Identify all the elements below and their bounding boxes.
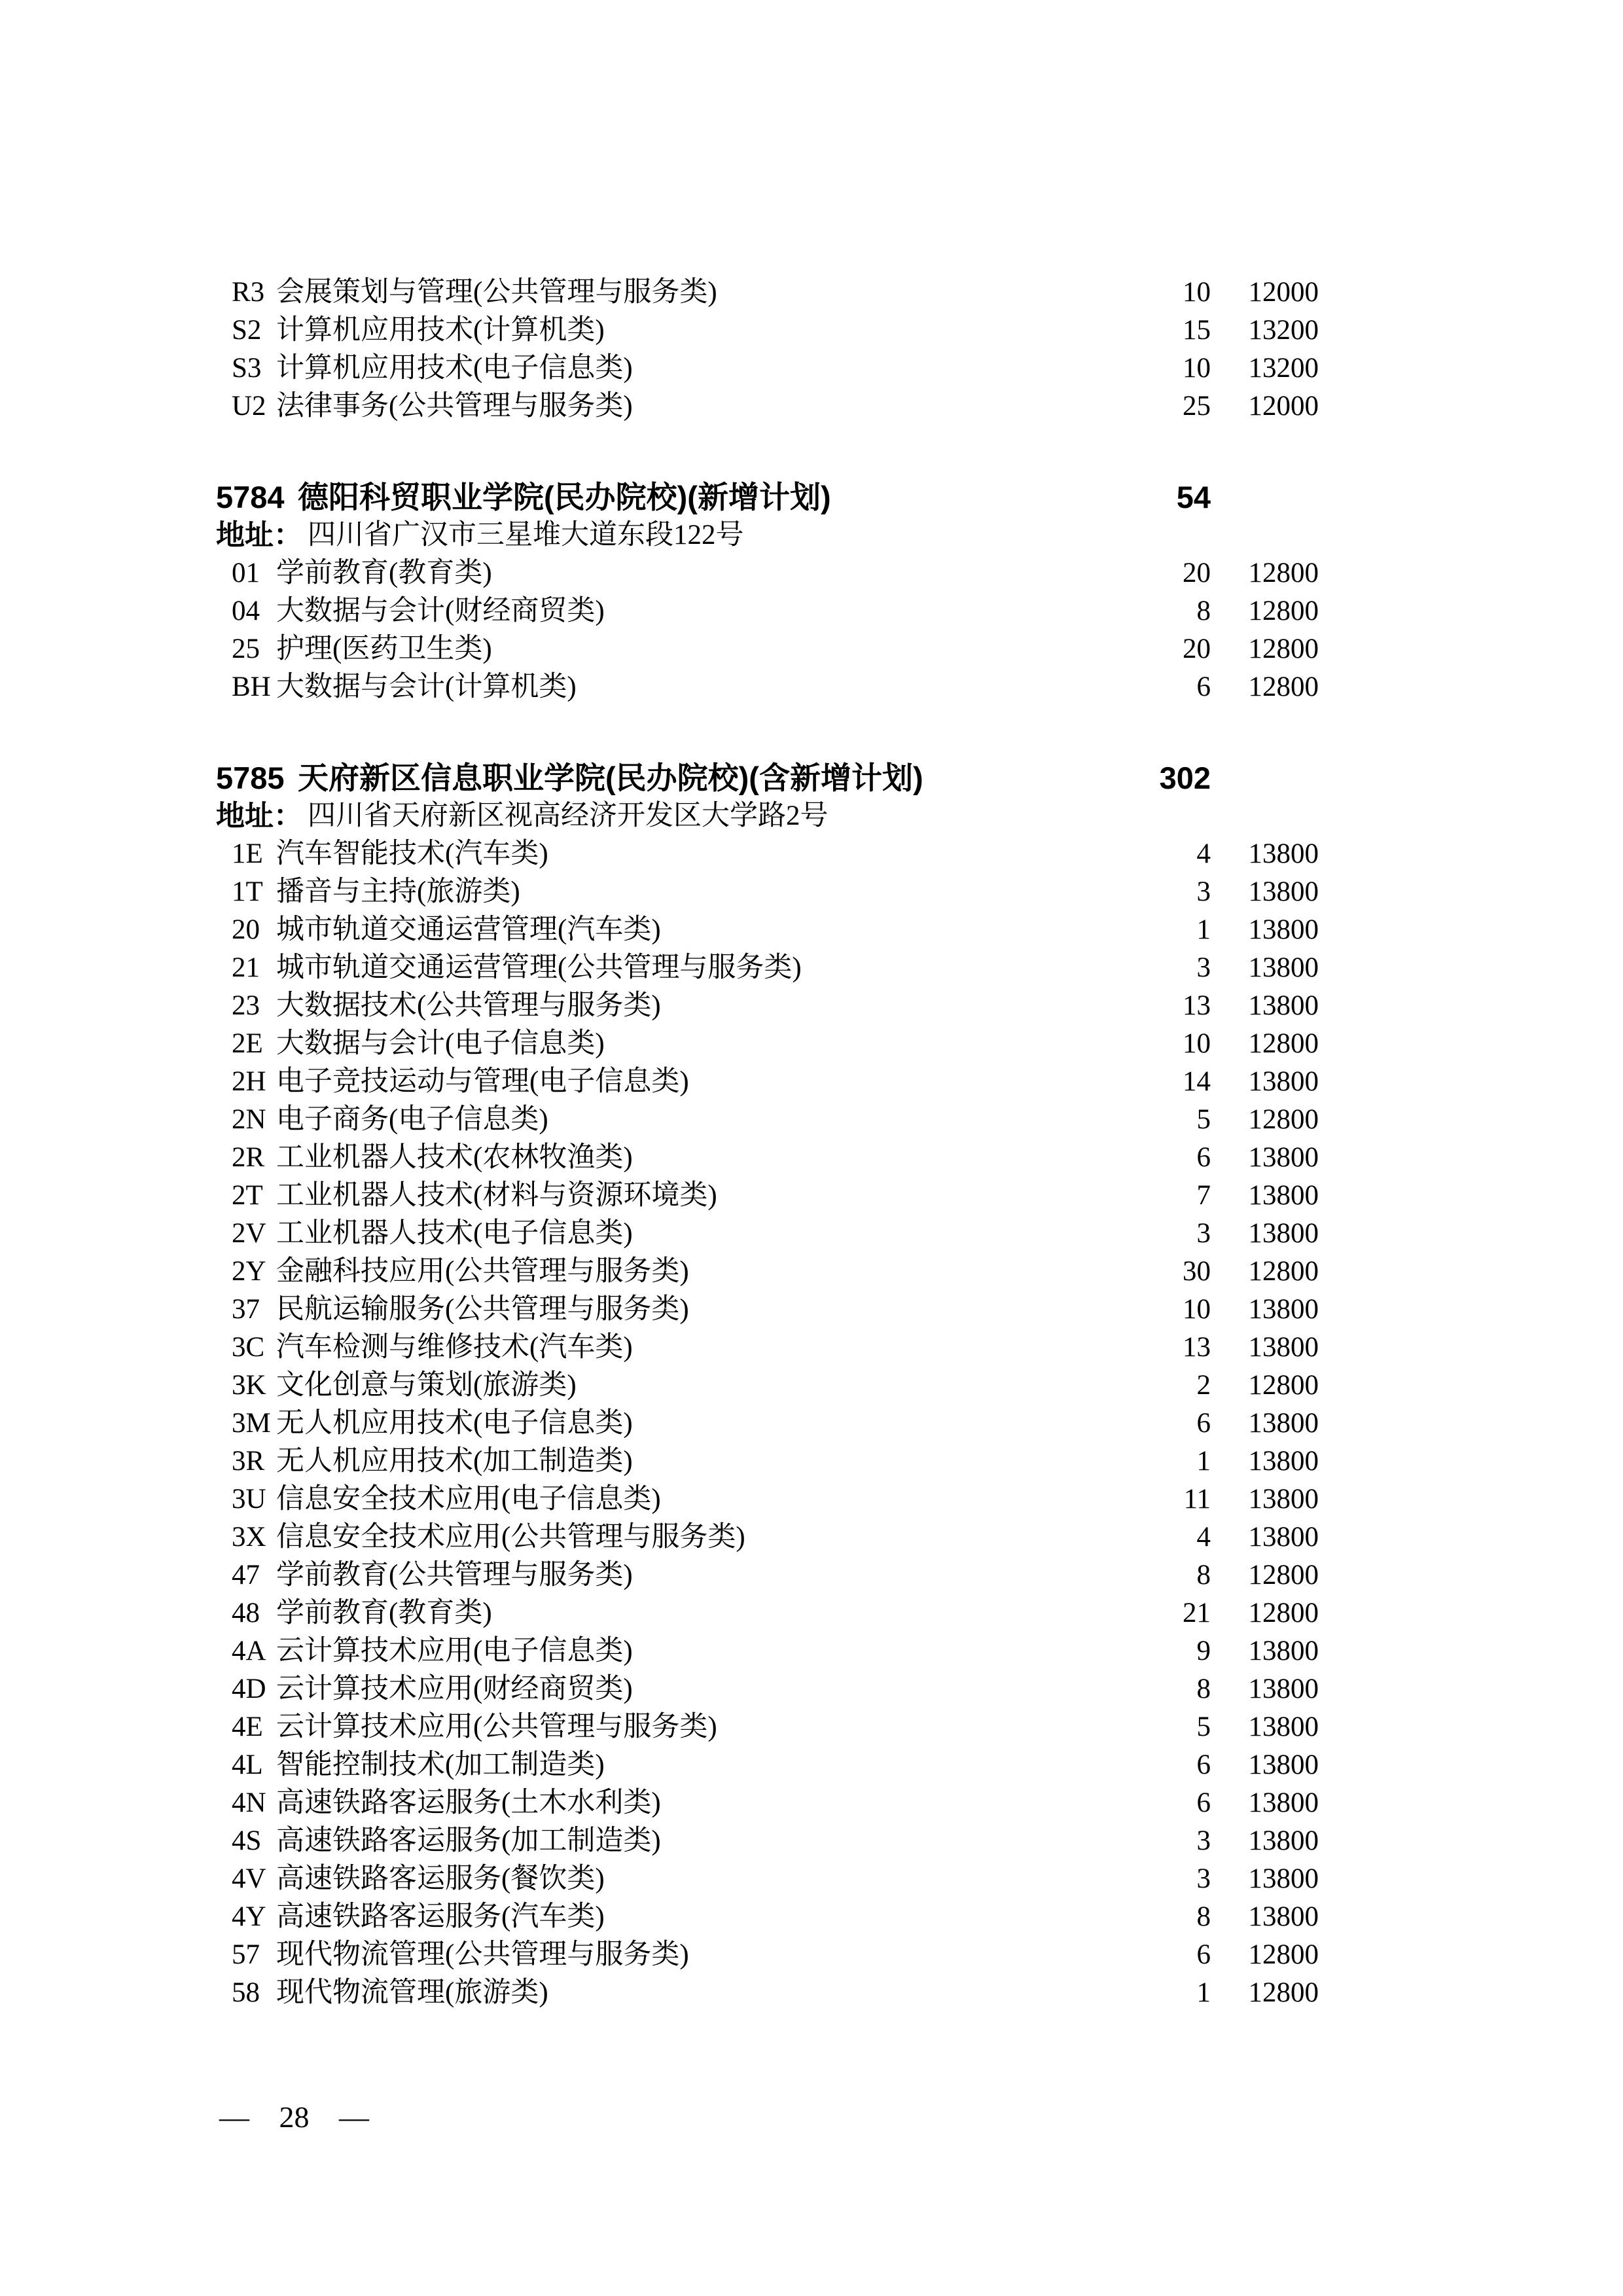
program-fee: 12800 xyxy=(1248,634,1319,664)
program-name: 智能控制技术(加工制造类) xyxy=(276,1749,605,1780)
program-code: 2E xyxy=(232,1028,263,1059)
program-fee: 13800 xyxy=(1248,1825,1319,1856)
program-quota: 7 xyxy=(1196,1180,1211,1211)
program-fee: 12800 xyxy=(1248,672,1319,702)
program-code: 2T xyxy=(232,1180,263,1211)
program-row xyxy=(0,1291,1623,1329)
program-quota: 3 xyxy=(1196,1218,1211,1249)
program-name: 计算机应用技术(计算机类) xyxy=(276,315,605,346)
program-name: 工业机器人技术(电子信息类) xyxy=(276,1218,633,1249)
program-name: 计算机应用技术(电子信息类) xyxy=(276,353,633,384)
footer-page-number: 28 xyxy=(279,2100,310,2134)
program-fee: 12800 xyxy=(1248,1104,1319,1135)
program-code: R3 xyxy=(232,277,265,308)
program-fee: 13200 xyxy=(1248,315,1319,346)
program-fee: 13800 xyxy=(1248,1218,1319,1249)
program-quota: 10 xyxy=(1183,277,1211,308)
program-fee: 13800 xyxy=(1248,1863,1319,1894)
program-name: 民航运输服务(公共管理与服务类) xyxy=(276,1294,689,1325)
program-code: 04 xyxy=(232,596,260,626)
program-quota: 6 xyxy=(1196,1142,1211,1173)
program-row xyxy=(0,1594,1623,1632)
program-code: 37 xyxy=(232,1294,260,1325)
program-row xyxy=(0,949,1623,987)
program-name: 无人机应用技术(电子信息类) xyxy=(276,1408,633,1439)
program-name: 城市轨道交通运营管理(汽车类) xyxy=(276,914,661,945)
program-fee: 13800 xyxy=(1248,838,1319,869)
program-code: 4D xyxy=(232,1674,266,1704)
program-name: 电子商务(电子信息类) xyxy=(276,1104,548,1135)
program-name: 高速铁路客运服务(汽车类) xyxy=(276,1901,605,1932)
program-quota: 3 xyxy=(1196,1825,1211,1856)
program-code: 48 xyxy=(232,1598,260,1628)
program-quota: 8 xyxy=(1196,1901,1211,1932)
program-name: 现代物流管理(旅游类) xyxy=(276,1977,548,2008)
program-quota: 9 xyxy=(1196,1636,1211,1666)
program-fee: 13800 xyxy=(1248,1484,1319,1515)
program-row xyxy=(0,274,1623,312)
program-fee: 13800 xyxy=(1248,1408,1319,1439)
program-row xyxy=(0,350,1623,387)
program-row xyxy=(0,1746,1623,1784)
program-quota: 8 xyxy=(1196,596,1211,626)
program-quota: 6 xyxy=(1196,1939,1211,1970)
program-fee: 13800 xyxy=(1248,1749,1319,1780)
program-row xyxy=(0,1025,1623,1063)
program-name: 大数据与会计(电子信息类) xyxy=(276,1028,605,1059)
program-quota: 10 xyxy=(1183,353,1211,384)
program-row xyxy=(0,1101,1623,1139)
program-fee: 13800 xyxy=(1248,1522,1319,1552)
program-name: 文化创意与策划(旅游类) xyxy=(276,1370,577,1401)
program-code: 57 xyxy=(232,1939,260,1970)
program-name: 工业机器人技术(农林牧渔类) xyxy=(276,1142,633,1173)
program-code: 4S xyxy=(232,1825,262,1856)
program-row xyxy=(0,1556,1623,1594)
program-fee: 12000 xyxy=(1248,277,1319,308)
program-quota: 20 xyxy=(1183,558,1211,588)
program-name: 高速铁路客运服务(餐饮类) xyxy=(276,1863,605,1894)
continuation-program-rows xyxy=(0,274,1623,425)
program-row xyxy=(0,1367,1623,1405)
footer-dash-right: — xyxy=(339,2100,369,2134)
program-code: 2H xyxy=(232,1066,266,1097)
program-code: 47 xyxy=(232,1560,260,1590)
program-quota: 3 xyxy=(1196,876,1211,907)
address-value: 四川省广汉市三星堆大道东段122号 xyxy=(308,520,744,550)
program-row xyxy=(0,1632,1623,1670)
program-fee: 12800 xyxy=(1248,596,1319,626)
program-row xyxy=(0,987,1623,1025)
program-row xyxy=(0,1670,1623,1708)
program-code: 2N xyxy=(232,1104,266,1135)
program-quota: 6 xyxy=(1196,672,1211,702)
program-code: 4V xyxy=(232,1863,266,1894)
program-fee: 13800 xyxy=(1248,952,1319,983)
program-code: 3C xyxy=(232,1332,265,1363)
institution-header xyxy=(0,759,1623,797)
program-name: 学前教育(公共管理与服务类) xyxy=(276,1560,633,1590)
program-fee: 13800 xyxy=(1248,876,1319,907)
program-name: 汽车智能技术(汽车类) xyxy=(276,838,548,869)
program-quota: 5 xyxy=(1196,1712,1211,1742)
institution-address-line xyxy=(0,516,1623,554)
program-code: 21 xyxy=(232,952,260,983)
program-name: 电子竞技运动与管理(电子信息类) xyxy=(276,1066,689,1097)
program-row xyxy=(0,312,1623,350)
institution-name: 德阳科贸职业学院(民办院校)(新增计划) xyxy=(298,480,831,514)
program-name: 高速铁路客运服务(加工制造类) xyxy=(276,1825,661,1856)
program-row xyxy=(0,1784,1623,1822)
program-row xyxy=(0,1215,1623,1253)
program-quota: 10 xyxy=(1183,1028,1211,1059)
program-fee: 13800 xyxy=(1248,1294,1319,1325)
program-name: 城市轨道交通运营管理(公共管理与服务类) xyxy=(276,952,802,983)
program-name: 大数据技术(公共管理与服务类) xyxy=(276,990,661,1021)
program-code: 4Y xyxy=(232,1901,266,1932)
program-fee: 12800 xyxy=(1248,1598,1319,1628)
program-fee: 13800 xyxy=(1248,1787,1319,1818)
program-row xyxy=(0,1063,1623,1101)
program-quota: 5 xyxy=(1196,1104,1211,1135)
program-fee: 13200 xyxy=(1248,353,1319,384)
program-row xyxy=(0,1860,1623,1898)
program-name: 无人机应用技术(加工制造类) xyxy=(276,1446,633,1477)
program-quota: 8 xyxy=(1196,1560,1211,1590)
program-name: 法律事务(公共管理与服务类) xyxy=(276,391,633,422)
institution-header xyxy=(0,478,1623,516)
program-row xyxy=(0,1898,1623,1936)
program-quota: 14 xyxy=(1183,1066,1211,1097)
program-fee: 12800 xyxy=(1248,1939,1319,1970)
program-fee: 13800 xyxy=(1248,1332,1319,1363)
address-label: 地址： xyxy=(216,519,302,551)
program-row xyxy=(0,1405,1623,1443)
program-row xyxy=(0,387,1623,425)
program-fee: 13800 xyxy=(1248,1446,1319,1477)
program-quota: 30 xyxy=(1183,1256,1211,1287)
program-quota: 6 xyxy=(1196,1408,1211,1439)
program-quota: 15 xyxy=(1183,315,1211,346)
program-code: 2R xyxy=(232,1142,265,1173)
program-code: 1T xyxy=(232,876,263,907)
program-quota: 3 xyxy=(1196,1863,1211,1894)
program-code: 4E xyxy=(232,1712,263,1742)
program-fee: 13800 xyxy=(1248,1142,1319,1173)
program-name: 信息安全技术应用(电子信息类) xyxy=(276,1484,661,1515)
program-code: S3 xyxy=(232,353,262,384)
program-quota: 4 xyxy=(1196,838,1211,869)
program-name: 播音与主持(旅游类) xyxy=(276,876,520,907)
program-fee: 12800 xyxy=(1248,558,1319,588)
program-code: 3R xyxy=(232,1446,265,1477)
program-name: 高速铁路客运服务(土木水利类) xyxy=(276,1787,661,1818)
program-code: 3M xyxy=(232,1408,271,1439)
program-row xyxy=(0,1936,1623,1974)
program-quota: 3 xyxy=(1196,952,1211,983)
institution-name: 天府新区信息职业学院(民办院校)(含新增计划) xyxy=(298,761,923,795)
program-quota: 11 xyxy=(1183,1484,1211,1515)
program-fee: 13800 xyxy=(1248,1180,1319,1211)
program-row xyxy=(0,1329,1623,1367)
program-quota: 1 xyxy=(1196,914,1211,945)
program-name: 会展策划与管理(公共管理与服务类) xyxy=(276,277,717,308)
program-code: U2 xyxy=(232,391,266,422)
institution-address-line xyxy=(0,797,1623,835)
program-fee: 12800 xyxy=(1248,1028,1319,1059)
program-row xyxy=(0,1974,1623,2012)
institution-section xyxy=(0,759,1623,2012)
program-fee: 13800 xyxy=(1248,914,1319,945)
program-code: 1E xyxy=(232,838,263,869)
program-name: 金融科技应用(公共管理与服务类) xyxy=(276,1256,689,1287)
program-quota: 21 xyxy=(1183,1598,1211,1628)
program-quota: 13 xyxy=(1183,990,1211,1021)
program-quota: 1 xyxy=(1196,1446,1211,1477)
program-code: 3U xyxy=(232,1484,266,1515)
program-quota: 8 xyxy=(1196,1674,1211,1704)
program-row xyxy=(0,1480,1623,1518)
page-footer xyxy=(219,2098,369,2137)
program-quota: 20 xyxy=(1183,634,1211,664)
program-name: 工业机器人技术(材料与资源环境类) xyxy=(276,1180,717,1211)
program-code: 58 xyxy=(232,1977,260,2008)
program-fee: 13800 xyxy=(1248,1636,1319,1666)
program-quota: 2 xyxy=(1196,1370,1211,1401)
program-quota: 6 xyxy=(1196,1749,1211,1780)
program-row xyxy=(0,630,1623,668)
program-name: 汽车检测与维修技术(汽车类) xyxy=(276,1332,633,1363)
program-quota: 4 xyxy=(1196,1522,1211,1552)
program-name: 学前教育(教育类) xyxy=(276,558,492,588)
program-code: BH xyxy=(232,672,271,702)
program-fee: 12000 xyxy=(1248,391,1319,422)
program-name: 云计算技术应用(财经商贸类) xyxy=(276,1674,633,1704)
program-row xyxy=(0,1253,1623,1291)
program-fee: 12800 xyxy=(1248,1977,1319,2008)
program-row xyxy=(0,873,1623,911)
program-row xyxy=(0,911,1623,949)
program-code: 2V xyxy=(232,1218,266,1249)
program-row xyxy=(0,1518,1623,1556)
program-code: 2Y xyxy=(232,1256,266,1287)
program-fee: 12800 xyxy=(1248,1256,1319,1287)
program-row xyxy=(0,1177,1623,1215)
program-quota: 25 xyxy=(1183,391,1211,422)
institution-sections xyxy=(0,478,1623,2012)
program-fee: 13800 xyxy=(1248,1901,1319,1932)
program-code: 4A xyxy=(232,1636,266,1666)
address-label: 地址： xyxy=(216,800,302,832)
program-quota: 10 xyxy=(1183,1294,1211,1325)
program-code: 25 xyxy=(232,634,260,664)
program-fee: 13800 xyxy=(1248,990,1319,1021)
program-code: 01 xyxy=(232,558,260,588)
program-fee: 12800 xyxy=(1248,1370,1319,1401)
program-row xyxy=(0,1822,1623,1860)
institution-code: 5784 xyxy=(216,480,285,514)
program-quota: 6 xyxy=(1196,1787,1211,1818)
institution-total-quota: 54 xyxy=(1176,480,1211,514)
program-code: S2 xyxy=(232,315,262,346)
program-row xyxy=(0,668,1623,706)
institution-code: 5785 xyxy=(216,761,285,795)
program-code: 23 xyxy=(232,990,260,1021)
program-code: 4L xyxy=(232,1749,263,1780)
program-name: 现代物流管理(公共管理与服务类) xyxy=(276,1939,689,1970)
institution-total-quota: 302 xyxy=(1159,761,1211,795)
program-row xyxy=(0,1443,1623,1480)
program-quota: 1 xyxy=(1196,1977,1211,2008)
program-code: 20 xyxy=(232,914,260,945)
program-name: 云计算技术应用(公共管理与服务类) xyxy=(276,1712,717,1742)
program-row xyxy=(0,1139,1623,1177)
program-name: 信息安全技术应用(公共管理与服务类) xyxy=(276,1522,745,1552)
institution-section xyxy=(0,478,1623,706)
program-row xyxy=(0,554,1623,592)
program-row xyxy=(0,592,1623,630)
program-name: 大数据与会计(计算机类) xyxy=(276,672,577,702)
program-fee: 13800 xyxy=(1248,1674,1319,1704)
program-fee: 13800 xyxy=(1248,1712,1319,1742)
program-quota: 13 xyxy=(1183,1332,1211,1363)
program-code: 3K xyxy=(232,1370,266,1401)
program-fee: 13800 xyxy=(1248,1066,1319,1097)
program-name: 学前教育(教育类) xyxy=(276,1598,492,1628)
program-name: 大数据与会计(财经商贸类) xyxy=(276,596,605,626)
program-fee: 12800 xyxy=(1248,1560,1319,1590)
program-row xyxy=(0,835,1623,873)
program-name: 护理(医药卫生类) xyxy=(276,634,492,664)
program-code: 4N xyxy=(232,1787,266,1818)
footer-dash-left: — xyxy=(219,2100,249,2134)
program-name: 云计算技术应用(电子信息类) xyxy=(276,1636,633,1666)
address-value: 四川省天府新区视高经济开发区大学路2号 xyxy=(308,800,829,831)
program-row xyxy=(0,1708,1623,1746)
program-code: 3X xyxy=(232,1522,266,1552)
